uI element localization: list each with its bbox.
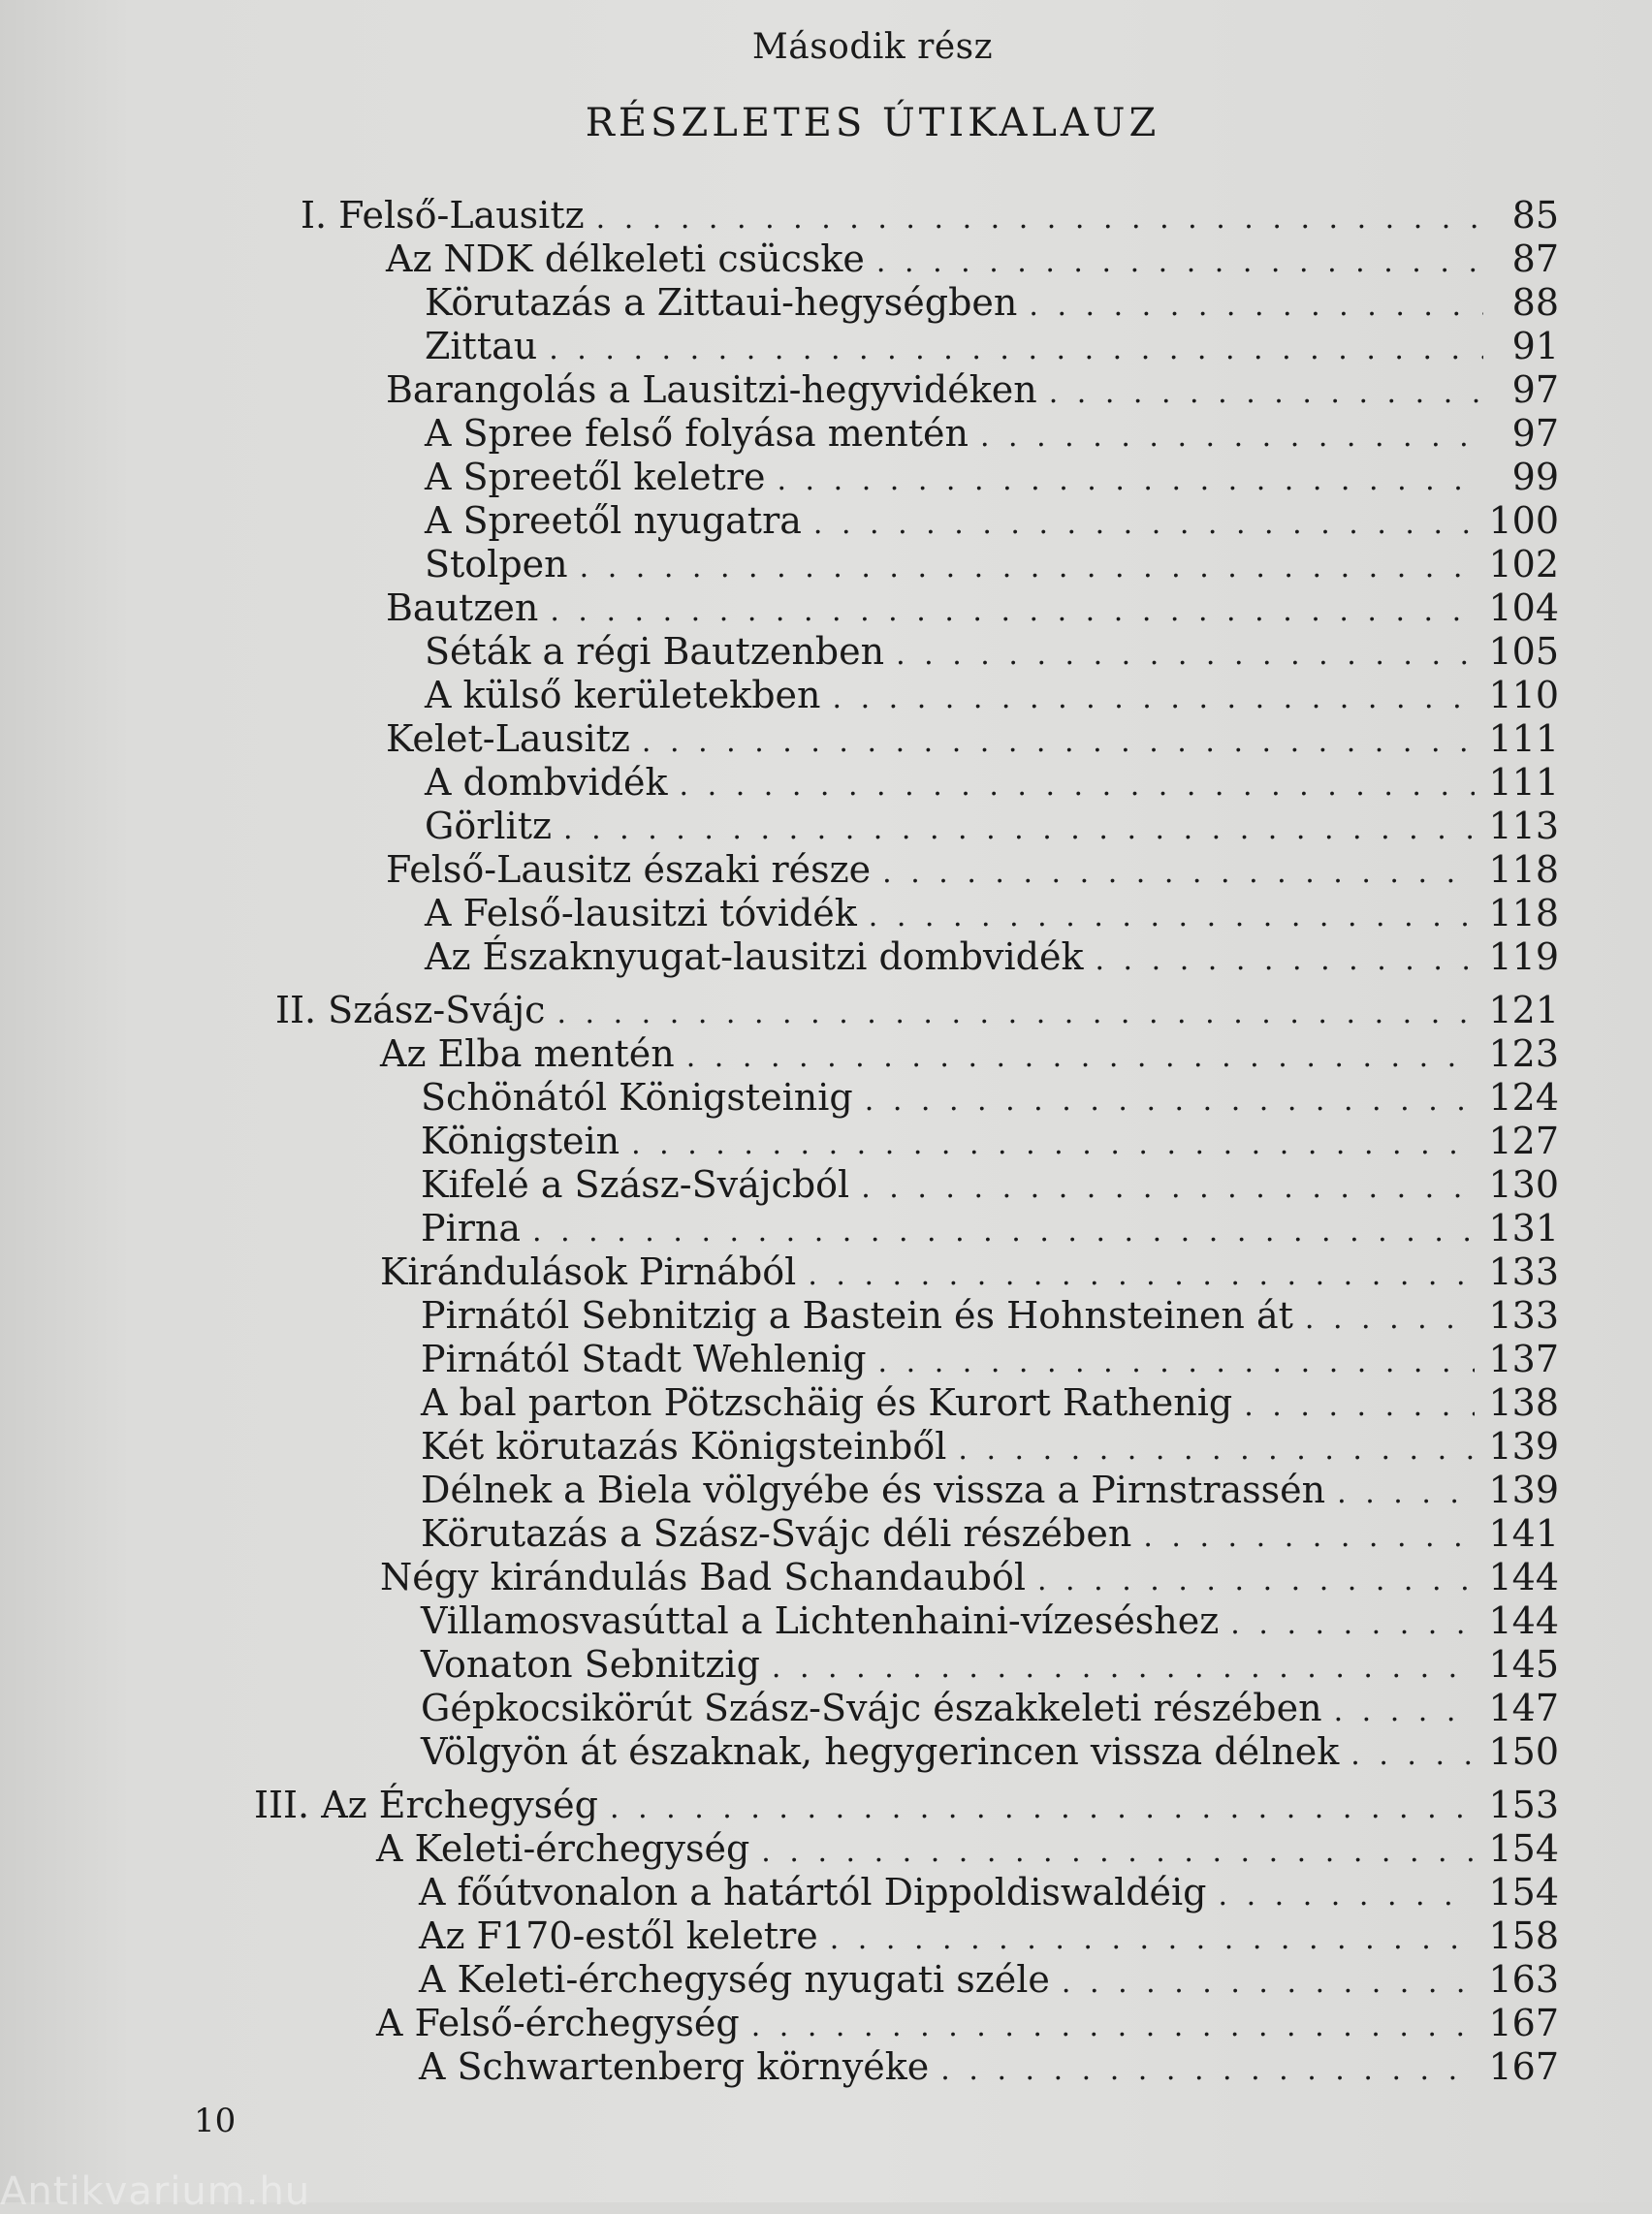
- toc-entry: Pirna . . . 131: [421, 1207, 1559, 1249]
- toc-entry: Felső-Lausitz északi része . . . 118: [386, 848, 1559, 891]
- toc-entry: Vonaton Sebnitzig . . . 145: [421, 1643, 1559, 1686]
- toc-entry: Körutazás a Zittaui-hegységben . . . 88: [425, 281, 1559, 324]
- toc-entry: Königstein . . . 127: [421, 1120, 1559, 1162]
- toc-entry: Völgyön át északnak, hegygerincen vissza délnek . . . 150: [421, 1730, 1559, 1773]
- toc-entry: A Keleti-érchegység nyugati széle . . . 163: [419, 1958, 1559, 2001]
- toc-entry: A Spreetől nyugatra . . . 100: [425, 499, 1559, 542]
- toc-entry: Bautzen . . . 104: [386, 586, 1559, 629]
- toc-entry: Az NDK délkeleti csücske . . . 87: [386, 237, 1559, 280]
- toc-entry: Az Északnyugat-lausitzi dombvidék . . . 119: [425, 935, 1559, 978]
- watermark: Antikvarium.hu: [0, 2169, 311, 2214]
- part-label: Második rész: [751, 27, 994, 67]
- toc-entry: A Spree felső folyása mentén . . . 97: [425, 412, 1559, 455]
- toc-entry: Villamosvasúttal a Lichtenhaini-vízeséshez . . . 144: [421, 1599, 1559, 1642]
- toc-entry: Két körutazás Königsteinből . . . 139: [421, 1425, 1559, 1468]
- toc-entry: Délnek a Biela völgyébe és vissza a Pirnstrassén . . . 139: [421, 1469, 1559, 1511]
- toc-entry: II. Szász-Svájc . . . 121: [275, 989, 1559, 1031]
- toc-entry: Négy kirándulás Bad Schandauból . . . 144: [380, 1556, 1559, 1598]
- toc-entry: A bal parton Pötzschäig és Kurort Rathenig . . . 138: [421, 1381, 1559, 1424]
- toc-entry: III. Az Érchegység . . . 153: [254, 1784, 1559, 1826]
- toc-entry: Zittau . . . 91: [425, 325, 1559, 367]
- toc-entry: Stolpen . . . 102: [425, 543, 1559, 585]
- toc-entry: A Felső-érchegység . . . 167: [376, 2002, 1559, 2044]
- toc-entry: Kirándulások Pirnából . . . 133: [380, 1250, 1559, 1293]
- toc-entry: Barangolás a Lausitzi-hegyvidéken . . . 97: [386, 368, 1559, 411]
- toc-entry: Görlitz . . . 113: [425, 805, 1559, 847]
- toc-entry: A Felső-lausitzi tóvidék . . . 118: [425, 892, 1559, 934]
- toc-entry: A Spreetől keletre . . . 99: [425, 456, 1559, 498]
- toc-entry: Pirnától Stadt Wehlenig . . . 137: [421, 1338, 1559, 1380]
- toc-entry: Kelet-Lausitz . . . 111: [386, 717, 1559, 760]
- part-title: RÉSZLETES ÚTIKALAUZ: [585, 101, 1160, 145]
- toc-entry: Schönától Königsteinig . . . 124: [421, 1076, 1559, 1119]
- toc-entry: A dombvidék . . . 111: [425, 761, 1559, 804]
- toc-entry: Az F170-estől keletre . . . 158: [419, 1914, 1559, 1957]
- toc-entry: Gépkocsikörút Szász-Svájc északkeleti részében . . . 147: [421, 1687, 1559, 1729]
- toc-entry: Séták a régi Bautzenben . . . 105: [425, 630, 1559, 673]
- toc-entry: Az Elba mentén . . . 123: [380, 1032, 1559, 1075]
- toc-entry: Körutazás a Szász-Svájc déli részében . . . 141: [421, 1512, 1559, 1555]
- toc-entry: A főútvonalon a határtól Dippoldiswaldéig . . . 154: [419, 1871, 1559, 1914]
- toc-entry: A Schwartenberg környéke . . . 167: [419, 2045, 1559, 2088]
- page-number: 10: [194, 2102, 237, 2140]
- toc-entry: I. Felső-Lausitz . . . 85: [301, 194, 1559, 237]
- toc-entry: Pirnától Sebnitzig a Bastein és Hohnsteinen át . . . 133: [421, 1294, 1559, 1337]
- toc-entry: A Keleti-érchegység . . . 154: [376, 1827, 1559, 1870]
- toc-entry: A külső kerületekben . . . 110: [425, 674, 1559, 716]
- toc-entry: Kifelé a Szász-Svájcból . . . 130: [421, 1163, 1559, 1206]
